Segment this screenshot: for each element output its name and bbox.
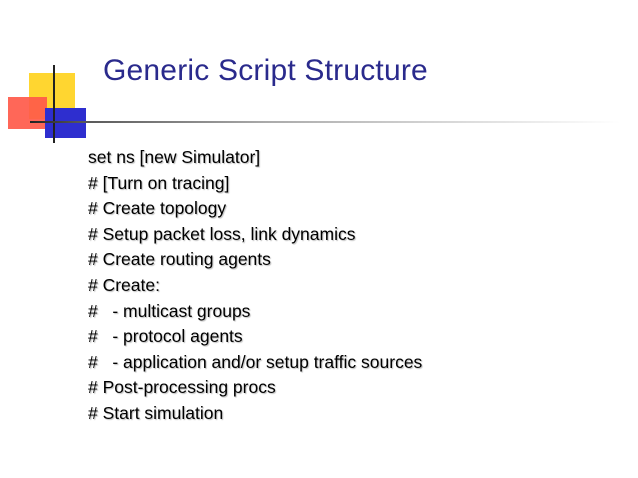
script-lines-list (88, 145, 422, 427)
list-item: # - multicast groups (88, 300, 251, 321)
logo-red-square (8, 97, 47, 129)
list-item: # - protocol agents (88, 326, 243, 347)
list-item: # Post-processing procs (88, 377, 276, 398)
list-item: # [Turn on tracing] (88, 172, 230, 193)
logo-squares-icon (0, 0, 110, 150)
list-item: set ns [new Simulator] (88, 147, 261, 167)
list-item: # Create topology (88, 198, 227, 219)
title-underline-divider (30, 121, 620, 123)
list-item: # Create routing agents (88, 249, 271, 270)
logo-blue-square (45, 108, 86, 138)
list-item: # Create: (88, 274, 160, 295)
list-item: # Start simulation (88, 402, 224, 423)
slide-title: Generic Script Structure (103, 54, 428, 87)
list-item: # - application and/or setup traffic sources (88, 351, 423, 372)
logo-vertical-line (53, 65, 55, 143)
list-item: # Setup packet loss, link dynamics (88, 223, 356, 244)
